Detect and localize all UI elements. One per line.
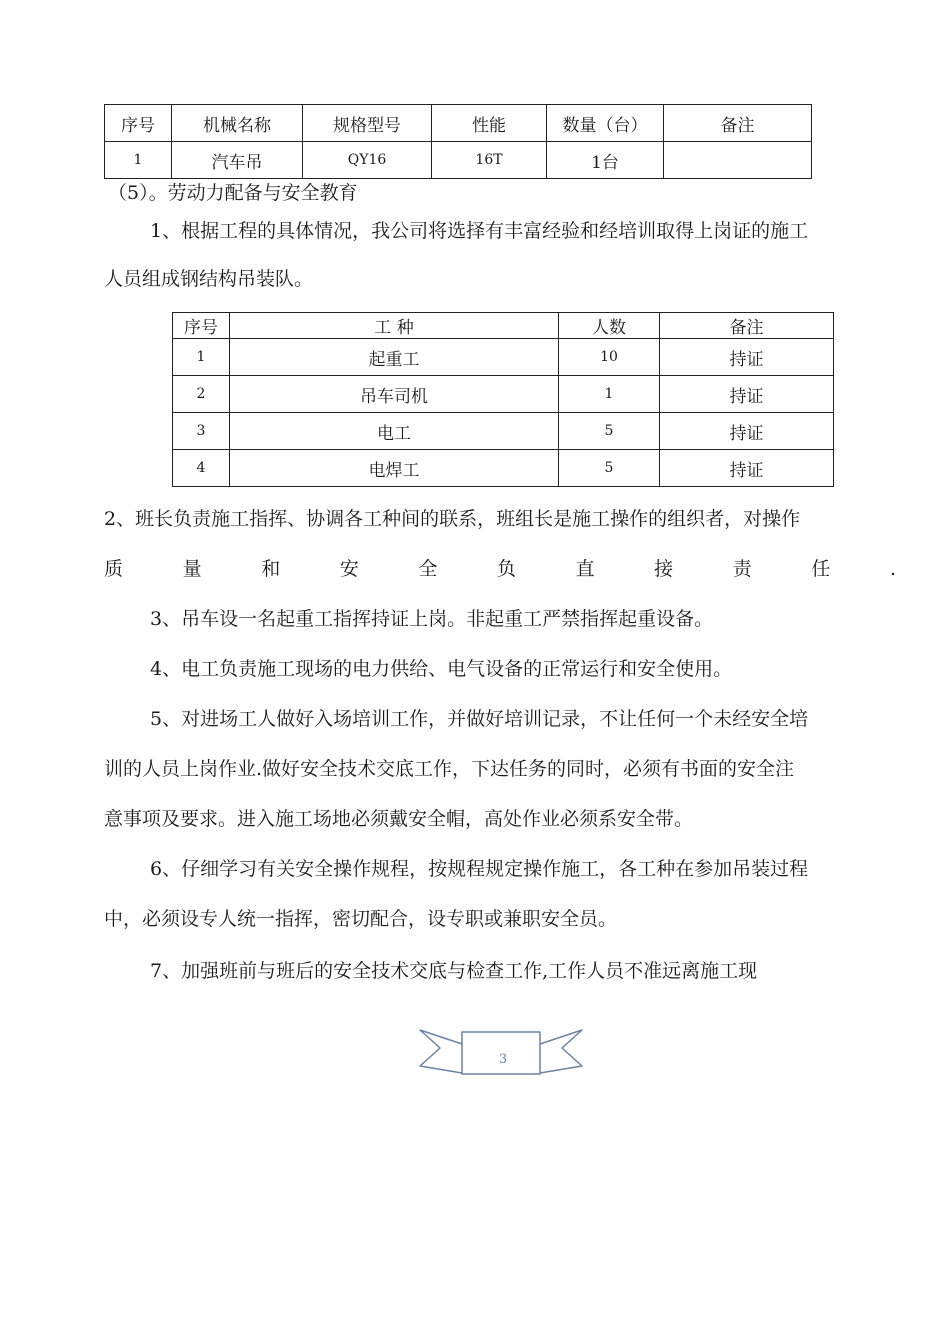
table-cell: 持证 <box>660 450 834 487</box>
table-row <box>173 413 834 450</box>
table-cell: 2 <box>173 376 230 413</box>
justified-char: 任 <box>811 558 831 580</box>
table-cell: 电工 <box>230 413 559 450</box>
justified-char: 全 <box>418 558 438 580</box>
table-cell: 1 <box>105 142 172 179</box>
header-cell: 数量（台） <box>547 105 664 142</box>
justified-char: . <box>889 558 896 580</box>
equipment-table <box>104 104 812 179</box>
table-row <box>173 376 834 413</box>
paragraph-line: 3、吊车设一名起重工指挥持证上岗。非起重工严禁指挥起重设备。 <box>150 608 714 630</box>
justified-line <box>104 556 896 582</box>
staff-table <box>172 312 834 487</box>
table-row <box>105 142 812 179</box>
page-number: 3 <box>498 1052 508 1067</box>
table-cell: 16T <box>432 142 547 179</box>
ribbon-page-marker-icon <box>418 1020 584 1082</box>
table-cell: 1 <box>173 339 230 376</box>
header-cell: 序号 <box>105 105 172 142</box>
table-cell: 起重工 <box>230 339 559 376</box>
justified-char: 安 <box>339 558 359 580</box>
table-cell: 持证 <box>660 413 834 450</box>
header-cell: 人数 <box>559 313 660 339</box>
paragraph-line: 1、根据工程的具体情况，我公司将选择有丰富经验和经培训取得上岗证的施工 <box>150 220 809 242</box>
table-cell: 3 <box>173 413 230 450</box>
paragraph-line: 2、班长负责施工指挥、协调各工种间的联系，班组长是施工操作的组织者，对操作 <box>104 508 801 530</box>
justified-char: 和 <box>261 558 281 580</box>
table-cell: 1台 <box>547 142 664 179</box>
table-cell: 持证 <box>660 339 834 376</box>
paragraph-line: 训的人员上岗作业.做好安全技术交底工作，下达任务的同时，必须有书面的安全注 <box>104 758 795 780</box>
table-cell: 1 <box>559 376 660 413</box>
table-header-row <box>105 105 812 142</box>
table-cell: 4 <box>173 450 230 487</box>
justified-char: 负 <box>496 558 516 580</box>
table-cell: 汽车吊 <box>172 142 303 179</box>
header-cell: 备注 <box>660 313 834 339</box>
paragraph-line: 6、仔细学习有关安全操作规程，按规程规定操作施工，各工种在参加吊装过程 <box>150 858 809 880</box>
table-cell <box>664 142 812 179</box>
justified-char: 直 <box>575 558 595 580</box>
justified-char: 量 <box>182 558 202 580</box>
table-cell: 吊车司机 <box>230 376 559 413</box>
table-header-row <box>173 313 834 339</box>
header-cell: 规格型号 <box>303 105 432 142</box>
paragraph-line: 5、对进场工人做好入场培训工作，并做好培训记录，不让任何一个未经安全培 <box>150 708 809 730</box>
paragraph-line: 7、加强班前与班后的安全技术交底与检查工作,工作人员不准远离施工现 <box>150 960 758 982</box>
table-cell: 5 <box>559 450 660 487</box>
justified-char: 接 <box>654 558 674 580</box>
table-row <box>173 450 834 487</box>
header-cell: 工 种 <box>230 313 559 339</box>
table-cell: QY16 <box>303 142 432 179</box>
table-cell: 5 <box>559 413 660 450</box>
header-cell: 性能 <box>432 105 547 142</box>
table-row <box>173 339 834 376</box>
header-cell: 备注 <box>664 105 812 142</box>
justified-char: 质 <box>104 558 124 580</box>
table-cell: 持证 <box>660 376 834 413</box>
section-heading: （5）。劳动力配备与安全教育 <box>108 182 358 204</box>
paragraph-line: 4、电工负责施工现场的电力供给、电气设备的正常运行和安全使用。 <box>150 658 733 680</box>
paragraph-line: 意事项及要求。进入施工场地必须戴安全帽，高处作业必须系安全带。 <box>104 808 694 830</box>
table-cell: 10 <box>559 339 660 376</box>
header-cell: 序号 <box>173 313 230 339</box>
paragraph-line: 中，必须设专人统一指挥，密切配合，设专职或兼职安全员。 <box>104 908 618 930</box>
table-cell: 电焊工 <box>230 450 559 487</box>
justified-char: 责 <box>732 558 752 580</box>
paragraph-line: 人员组成钢结构吊装队。 <box>104 268 314 290</box>
header-cell: 机械名称 <box>172 105 303 142</box>
